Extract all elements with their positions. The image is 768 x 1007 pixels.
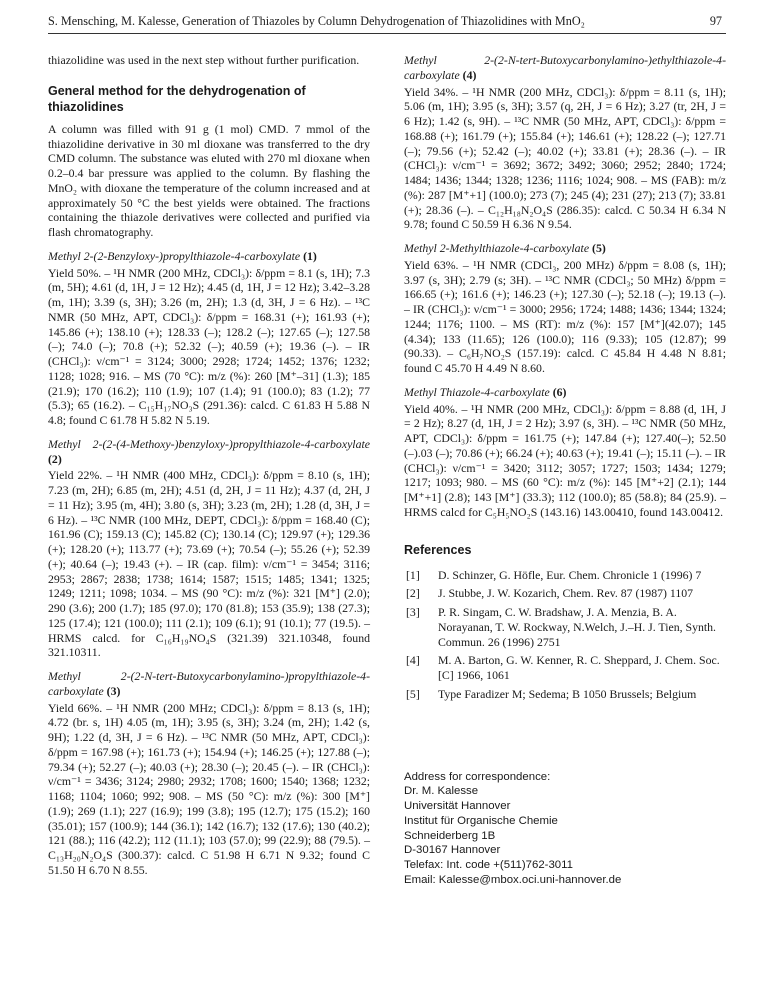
reference-item: [5] Type Faradizer M; Sedema; B 1050 Brussels; Belgium [406, 686, 697, 701]
compound-data: Yield 40%. – ¹H NMR (200 MHz, CDCl₃): δ/ppm = 8.88 (d, 1H, J = 2 Hz); 8.27 (d, 1H, J = 2 Hz); 3.97 (s, 3H). – ¹³C NMR (50 MHz, APT, CDCl₃): δ/ppm = 161.75 (+); 147.84 (+); 127.40(–); 52.50 (–).03 (–); 70.86 (+); 66.24 (+); 40.63 (+); 19.41 (–); 15.11 (–). – IR (CHCl₃): ν/cm⁻¹ = 3420; 3112; 3057; 1727; 1503; 1434; 1279; 1217; 1093; 980. – MS (60 °C): m/z (%): 145 [M⁺+2] (2.1); 144 [M⁺+1] (2.8); 143 [M⁺] (33.3); 112 (100.0); 85 (58.8); 84 (25.9). – HRMS calcd for C₅H₅NO₂S (143.16) 143.00410, found 143.00412. [404, 401, 726, 519]
compound-data: Yield 22%. – ¹H NMR (400 MHz, CDCl₃): δ/ppm = 8.10 (s, 1H); 7.23 (m, 2H); 6.85 (m, 2H); 4.51 (d, 2H, J = 11 Hz); 4.37 (d, 2H, J = 11 Hz); 3.95 (m, 4H); 3.80 (s, 3H); 3.23 (m, 2H); 1.28 (d, 3H, J = 6 Hz). – ¹³C NMR (100 MHz, DEPT, CDCl₃): δ/ppm = 168.40 (C); 161.96 (C); 159.13 (C); 145.82 (C); 130.14 (C); 129.97 (+); 129.36 (+); 128.20 (+); 113.77 (+); 73.69 (+); 70.54 (–); 55.26 (+); 52.39 (+); 40.64 (–); 19.43 (+). – IR (cap. film): ν/cm⁻¹ = 3454; 3116; 2953; 2867; 2838; 1738; 1614; 1587; 1515; 1485; 1341; 1325; 1249; 1211; 1098; 1034. – MS (90 °C): m/z (%): 321 [M⁺] (2.0); 290 (3.6); 200 (1.7); 185 (97.0); 170 (81.8); 153 (35.9); 138 (27.3); 125 (17.4); 121 (100.0); 111 (2.1); 109 (6.1); 91 (10.1); 77 (19.5). – HRMS calcd. for C₁₆H₁₉NO₄S (321.39) 321.10348, found 321.10311. [48, 468, 370, 660]
reference-item: [4] M. A. Barton, G. W. Kenner, R. C. Sheppard, J. Chem. Soc. [C] 1966, 1061 [406, 653, 720, 682]
compound-data: Yield 50%. – ¹H NMR (200 MHz, CDCl₃): δ/ppm = 8.1 (s, 1H); 7.3 (m, 5H); 4.61 (d, 1H, J = 12 Hz); 4.45 (d, 1H, J = 12 Hz); 3.42–3.28 (m, 1H); 3.39 (s, 3H); 3.26 (m, 2H); 1.3 (d, 3H, J = 6 Hz). – ¹³C NMR (50 MHz, APT, CDCl₃): δ/ppm = 168.31 (+); 161.93 (+); 145.86 (+); 138.10 (+); 128.33 (–); 128.2 (–); 127.65 (–); 127.58 (–); 74.0 (–); 70.8 (+); 52.32 (–); 40.59 (+); 19.36 (–). – IR (CHCl₃): ν/cm⁻¹ = 3124; 3000; 2928; 1724; 1452; 1376; 1232; 1128; 1028; 916. – MS (70 °C): m/z (%): 260 [M⁺–31] (1.3); 185 (21.9); 170 (16.2); 110 (1.9); 107 (1.4); 91 (100.0); 83 (1.2); 77 (5.3); 65 (16.2). – C₁₅H₁₇NO₃S (291.36): calcd. C 61.83 H 5.88 N 4.8; found C 61.78 H 5.82 N 5.19. [48, 265, 370, 427]
reference-item: [1] D. Schinzer, G. Höfle, Eur. Chem. Chronicle 1 (1996) 7 [406, 567, 702, 582]
address-line: Institut für Organische Chemie [404, 814, 558, 827]
compound-title: Methyl 2-(2-(4-Methoxy-)benzyloxy-)propylthiazole-4-carboxylate (2) [48, 436, 370, 466]
two-column-body [48, 53, 726, 888]
compound-block [48, 249, 370, 428]
running-head [48, 14, 726, 34]
reference-item: [2] J. Stubbe, J. W. Kozarich, Chem. Rev. 87 (1987) 1107 [406, 586, 694, 601]
compound-data: Yield 63%. – ¹H NMR (CDCl₃, 200 MHz) δ/ppm = 8.08 (s, 1H); 3.97 (s, 3H); 2.79 (s; 3H). – ¹³C NMR (CDCl₃; 50 MHz) δ/ppm = 166.65 (+); 161.6 (+); 146.23 (+); 127.30 (–); 52.18 (–); 19.13 (–). – IR (CHCl₃): ν/cm⁻¹ = 3000; 2956; 1724; 1488; 1436; 1344; 1324; 1244; 1176; 1100. – MS (RT): m/z (%): 157 [M⁺](42.07); 145 (4.34); 133 (11.65); 126 (100.0); 116 (9.33); 105 (12.87); 99 (90.33). – C₆H₇NO₂S (157.19): calcd. C 45.84 H 4.48 N 8.81; found C 45.70 H 4.49 N 8.60. [404, 257, 726, 375]
intro-paragraph: thiazolidine was used in the next step without further purification. [48, 53, 360, 67]
right-column [404, 53, 726, 888]
method-heading: General method for the dehydrogenation of thiazolidines [48, 83, 306, 114]
compound-title: Methyl 2-(2-Benzyloxy-)propylthiazole-4-carboxylate (1) [48, 248, 317, 263]
left-column [48, 53, 370, 888]
address-line: Dr. M. Kalesse [404, 785, 479, 798]
references-heading: References [404, 542, 472, 557]
compound-data: Yield 66%. – ¹H NMR (200 MHz; CDCl₃): δ/ppm = 8.13 (s, 1H); 4.72 (br. s, 1H) 4.05 (m, 1H); 3.95 (s, 3H); 3.24 (m, 2H); 1.42 (s, 9H); 1.22 (d, 3H, J = 6 Hz). – ¹³C NMR (50 MHz, APT, CDCl₃): δ/ppm = 167.98 (+); 161.73 (+); 154.94 (+); 146.25 (+); 127.88 (–); 79.34 (+); 52.27 (–); 40.03 (+); 28.30 (–); 20.45 (–). – IR (CHCl₃): ν/cm⁻¹ = 3436; 3124; 2980; 2932; 1708; 1600; 1540; 1368; 1232; 1168; 1104; 1060; 992; 908. – MS (50 °C): m/z (%): 300 [M⁺] (1.9); 269 (1.1); 227 (16.9); 199 (3.8); 195 (12.7); 175 (15.2); 160 (35.01); 157 (100.9); 144 (36.1); 142 (16.7); 132 (17.6); 130 (40.2); 121 (88.); 116 (42.2); 112 (11.1); 103 (57.0); 99 (22.9); 88 (79.5). – C₁₃H₂₀N₂O₄S (300.37): calcd. C 51.98 H 6.71 N 9.32; found C 51.50 H 6.70 N 8.55. [48, 700, 370, 877]
address-line: Schneiderberg 1B [404, 829, 496, 842]
compound-data: Yield 34%. – ¹H NMR (200 MHz, CDCl₃): δ/ppm = 8.11 (s, 1H); 5.06 (m, 1H); 3.95 (s, 3H); 3.57 (q, 2H, J = 6 Hz); 3.27 (tr, 2H, J = 6 Hz); 1.42 (s, 9H). – ¹³C NMR (50 MHz, APT, CDCl₃): δ/ppm = 168.88 (+); 161.79 (+); 155.84 (+); 146.61 (+); 128.22 (–); 127.71 (–); 79.56 (+); 52.42 (–); 40.02 (+); 33.81 (+); 28.36 (–). – IR (CHCl₃): ν/cm⁻¹ = 3692; 3672; 3492; 3060; 2952; 2840; 1724; 1484; 1436; 1344; 1328; 1236; 1116; 1024; 908. – MS (FAB): m/z (%): 287 [M⁺+1] (100.0); 273 (7); 245 (4); 231 (27); 213 (7); 33.81 (+); 28.36 (–). – C₁₂H₁₈N₂O₄S (286.35): calcd. C 50.34 H 6.34 N 9.78; found C 50.59 H 6.36 N 9.54. [404, 84, 726, 232]
compound-block [404, 385, 726, 520]
compound-block [48, 669, 370, 878]
compound-block [404, 53, 726, 232]
method-paragraph: A column was filled with 91 g (1 mol) CMD. 7 mmol of the thiazolidine derivative in 30 ml dioxane was transferred to the dry CMD column. The substance was eluted with 270 ml dioxane when 0.2–0.4 bar pressure was applied to the column. By flashing the MnO₂ with dioxane the temperature of the column increased and at approximately 50 °C the best yields were obtained. The fractions containing the thiazole derivatives were collected and purified via flash chromatography. [48, 121, 370, 239]
running-title: S. Mensching, M. Kalesse, Generation of Thiazoles by Column Dehydrogenation of Thiazolidines with MnO₂ [48, 14, 585, 28]
compound-title: Methyl 2-Methylthiazole-4-carboxylate (5) [404, 241, 606, 255]
address-heading: Address for correspondence: [404, 770, 551, 783]
compound-title: Methyl 2-(2-N-tert-Butoxycarbonylamino-)propylthiazole-4-carboxylate (3) [48, 669, 370, 698]
address-line: Universität Hannover [404, 800, 511, 813]
compound-block [404, 241, 726, 376]
page-number: 97 [709, 14, 722, 28]
reference-item: [3] P. R. Singam, C. W. Bradshaw, J. A. Menzia, B. A. Norayanan, T. W. Rockway, N.Welch, J.–H. J. Tien, Synth. Commun. 26 (1996) 2751 [406, 605, 717, 649]
address-email[interactable]: Email: Kalesse@mbox.oci.uni-hannover.de [404, 874, 622, 887]
correspondence-address [404, 770, 726, 888]
address-line: D-30167 Hannover [404, 844, 501, 857]
compound-title: Methyl Thiazole-4-carboxylate (6) [404, 384, 567, 399]
compound-title: Methyl 2-(2-N-tert-Butoxycarbonylamino-)ethylthiazole-4-carboxylate (4) [404, 53, 726, 82]
references-list [404, 568, 726, 702]
compound-block [48, 437, 370, 660]
address-line: Telefax: Int. code +(511)762-3011 [404, 859, 573, 872]
